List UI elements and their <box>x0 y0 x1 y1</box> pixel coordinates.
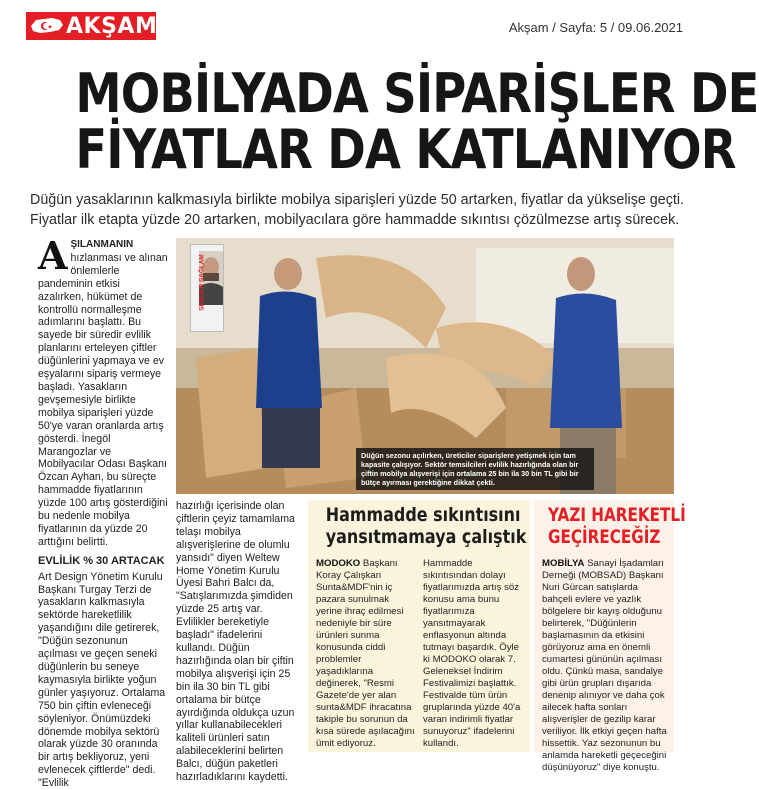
box-body-text: Sanayi İşadamları Derneği (MOBSAD) Başkanı Nuri Gürcan satışlarda bahçeli evlere ve yazlık bölgelere bir kayış olduğunu belirterek, "Düğünlerin başlamasının da etkisini görüyoruz ama en önemli cumartesi gününün açılması oldu. Çünkü masa, sandalye gibi ürün grupları dışarıda denenip alınıyor ve daha çok ailecek hafta sonları alışverişler de gezilip karar veriliyor. İlk etkiyi geçen hafta hissettik. Yaz sezonunun bu anlamda hareketli geçeceğini düşünüyoruz" diye konuştu. <box>542 558 667 773</box>
box-title <box>325 500 527 548</box>
sidebar-box-yaz <box>534 500 686 773</box>
box-title-line-2: yansıtmamaya çalıştık <box>325 526 527 548</box>
spot-text <box>30 190 684 230</box>
subhead: EVLİLİK % 30 ARTACAK <box>38 554 165 567</box>
headline <box>75 62 759 181</box>
left-column <box>38 233 168 790</box>
spot-line-1: Düğün yasaklarının kalkmasıyla birlikte mobilya siparişleri yüzde 50 artarken, fiyatlar da yükselişe geçti. <box>30 192 684 208</box>
box-title-line-2: GEÇİRECEĞİZ <box>548 526 661 548</box>
sidebar-box-hammadde <box>308 500 530 752</box>
box-col-2: Hammadde sıkıntısından dolayı fiyatlarımızda artış söz konusu ama bunu fiyatlarımıza yansıtmayarak enflasyonun altında tutmayı başardık. Öyle ki MODOKO olarak 7. Geleneksel İndirim Festivalimizi başlattık. Festivalde tüm ürün gruplarında yüzde 40'a varan indirimli fiyatlar sunuyoruz" ifadelerini kullandı. <box>423 558 521 749</box>
turkey-map-flag-icon <box>30 16 64 36</box>
box-title <box>548 500 686 548</box>
box-title-line-1: YAZI HAREKETLİ <box>548 504 686 526</box>
keyword: MODOKO <box>316 558 361 569</box>
headline-line-2: FİYATLAR DA KATLANIYOR <box>75 118 736 181</box>
source-line: Akşam / Sayfa: 5 / 09.06.2021 <box>508 20 683 35</box>
box-col-1-text: Başkanı Koray Çalışkan Sunta&MDF'nin iç pazara sunulmak yerine ihraç edilmesi nedeniyle bir süre ürünleri sunma konusunda ciddi problemler yaşadıklarına değinerek, "Resmi Gazete'de yer alan sunta&MDF ihracatına takiple bu sorunun da kısa sürede aşılacağını ümit ediyoruz. <box>316 558 415 749</box>
lead-paragraph <box>38 233 168 549</box>
masthead <box>0 0 707 48</box>
logo-text: AKŞAM <box>66 13 158 39</box>
middle-column: hazırlığı içerisinde olan çiftlerin çeyiz tamamlama telaşı mobilya alışverişlerine de olumlu yansıdı" diyen Weltew Home Yönetim Kurulu Üyesi Bahri Balcı da, "Satışlarımızda şimdiden yüzde 25 artış var. Evlilikler bereketiyle başladı" ifadelerini kullandı. Düğün hazırlığında olan bir çiftin mobilya alışverişi için 25 bin ila 30 bin TL gibi ortalama bir bütçe ayırdığında oldukça uzun yıllar kullanabilecekleri kaliteli ürünleri satın alabileceklerini belirten Balcı, düğün paketleri hazırladıklarını kaydetti. <box>176 500 295 784</box>
akşam-logo[interactable] <box>26 12 156 40</box>
headline-line-1: MOBİLYADA SİPARİŞLER DE <box>75 62 759 125</box>
photo-caption: Düğün sezonu açılırken, üreticiler siparişlere yetişmek için tam kapasite çalışıyor. Sektör temsilcileri evlilik hazırlığında olan bir çiftin mobilya alışverişi için ortalama 25 bin ila 30 bin TL gibi bir bütçe ayırması gerektiğine dikkat çekti. <box>356 448 594 490</box>
lead-cap: ŞILANMANIN <box>70 239 134 250</box>
box-title-line-1: Hammadde sıkıntısını <box>325 504 521 526</box>
author-photo <box>190 244 224 332</box>
box-body <box>542 558 668 774</box>
box-col-1 <box>316 558 417 750</box>
spot-line-2: Fiyatlar ilk etapta yüzde 20 artarken, mobilyacılara göre hammadde sıkıntısı çözülmezse artış sürecek. <box>30 212 680 228</box>
lead-text: hızlanması ve alınan önlemlerle pandeminin etkisi azalırken, hükümet de kontrollü normalleşme adımlarını başlattı. Bu sayede bir süredir evlilik planlarını erteleyen çiftler düğünlerini yapmaya ve ev eşyalarını sipariş vermeye başladı. Yasakların gevşemesiyle birlikte mobilya siparişleri yüzde 50'ye varan oranlarda artış gösterdi. İnegöl Marangozlar ve Mobilyacılar Odası Başkanı Özcan Ayhan, bu süreçte hammadde fiyatlarının yüzde 100 artış gösterdiğini bu nedenle mobilya fiyatlarının da yüzde 20 arttığını belirtti. <box>38 251 168 548</box>
left-body: Art Design Yönetim Kurulu Başkanı Turgay Terzi de yasakların kalkmasıyla sektörde hareketlilik yaşandığını dile getirerek, "Düğün sezonunun açılması ve geçen seneki düğünlerin bu seneye kaymasıyla birlikte yoğun günler yaşıyoruz. Ortalama 750 bin çiftin evleneceği söyleniyor. Önümüzdeki dönemde mobilya sektörü olarak yüzde 30 oranında bir artış bekliyoruz, yeni evlenecek çiftlerde" dedi. "Evlilik <box>38 570 166 790</box>
keyword: MOBİLYA <box>542 558 585 569</box>
dropcap: A <box>38 233 68 278</box>
box-columns <box>316 558 524 750</box>
author-name: SERDAR SAĞLAM <box>198 254 206 311</box>
